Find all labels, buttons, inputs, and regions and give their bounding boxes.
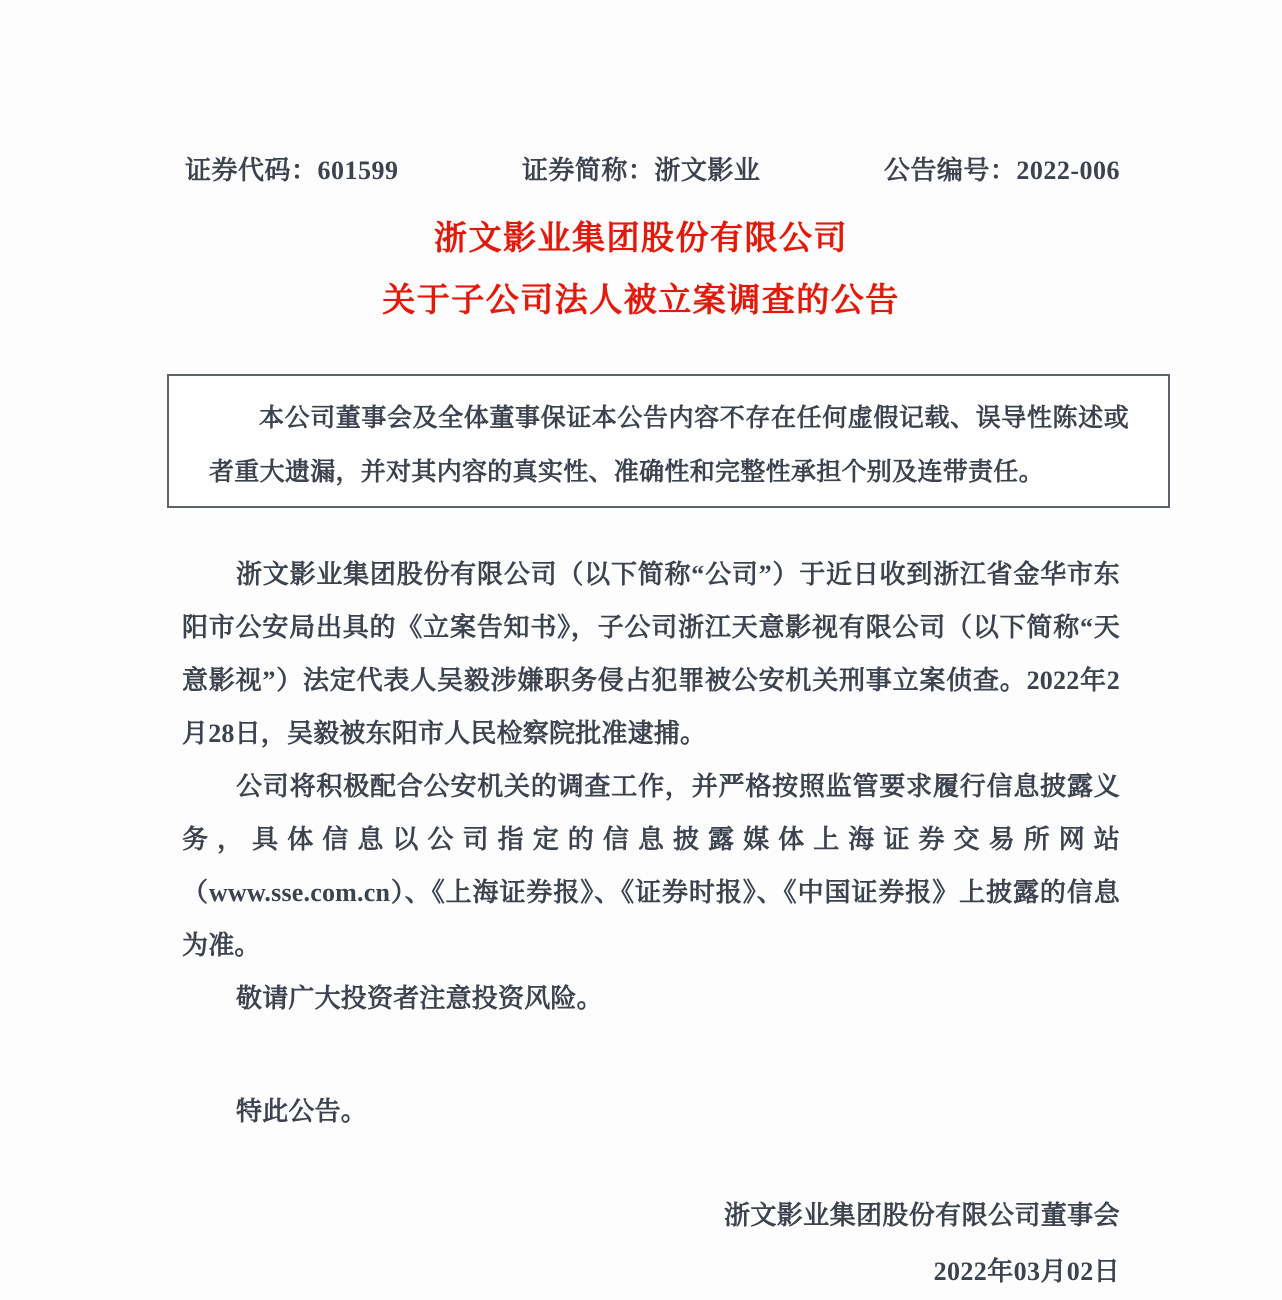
title-subject: 关于子公司法人被立案调查的公告	[382, 283, 900, 319]
title-company-name: 浙文影业集团股份有限公司	[434, 221, 848, 257]
document-title-block	[0, 208, 1282, 332]
document-body	[182, 548, 1120, 1138]
body-paragraph-4: 特此公告。	[236, 1097, 368, 1126]
paragraph-spacer	[182, 1025, 1120, 1085]
security-abbreviation: 证券简称：浙文影业	[521, 156, 761, 185]
announcement-number: 公告编号：2022-006	[883, 156, 1120, 185]
security-code: 证券代码：601599	[185, 156, 399, 185]
disclaimer-text: 本公司董事会及全体董事保证本公告内容不存在任何虚假记载、误导性陈述或者重大遗漏，并对其内容的真实性、准确性和完整性承担个别及连带责任。	[209, 405, 1129, 486]
body-paragraph-1: 浙文影业集团股份有限公司（以下简称“公司”）于近日收到浙江省金华市东阳市公安局出具的《立案告知书》，子公司浙江天意影视有限公司（以下简称“天意影视”）法定代表人吴毅涉嫌职务侵占犯罪被公安机关刑事立案侦查。2022年2月28日，吴毅被东阳市人民检察院批准逮捕。	[182, 560, 1120, 748]
body-paragraph-3: 敬请广大投资者注意投资风险。	[236, 984, 603, 1013]
body-paragraph-2: 公司将积极配合公安机关的调查工作，并严格按照监管要求履行信息披露义务，具体信息以公司指定的信息披露媒体上海证券交易所网站（www.sse.com.cn）、《上海证券报》、《证券时报》、《中国证券报》上披露的信息为准。	[182, 772, 1120, 960]
signature-date: 2022年03月02日	[933, 1257, 1120, 1286]
disclaimer-box	[167, 374, 1170, 508]
signature-block	[724, 1188, 1120, 1300]
document-header	[185, 150, 1120, 187]
signature-issuer: 浙文影业集团股份有限公司董事会	[723, 1201, 1120, 1230]
